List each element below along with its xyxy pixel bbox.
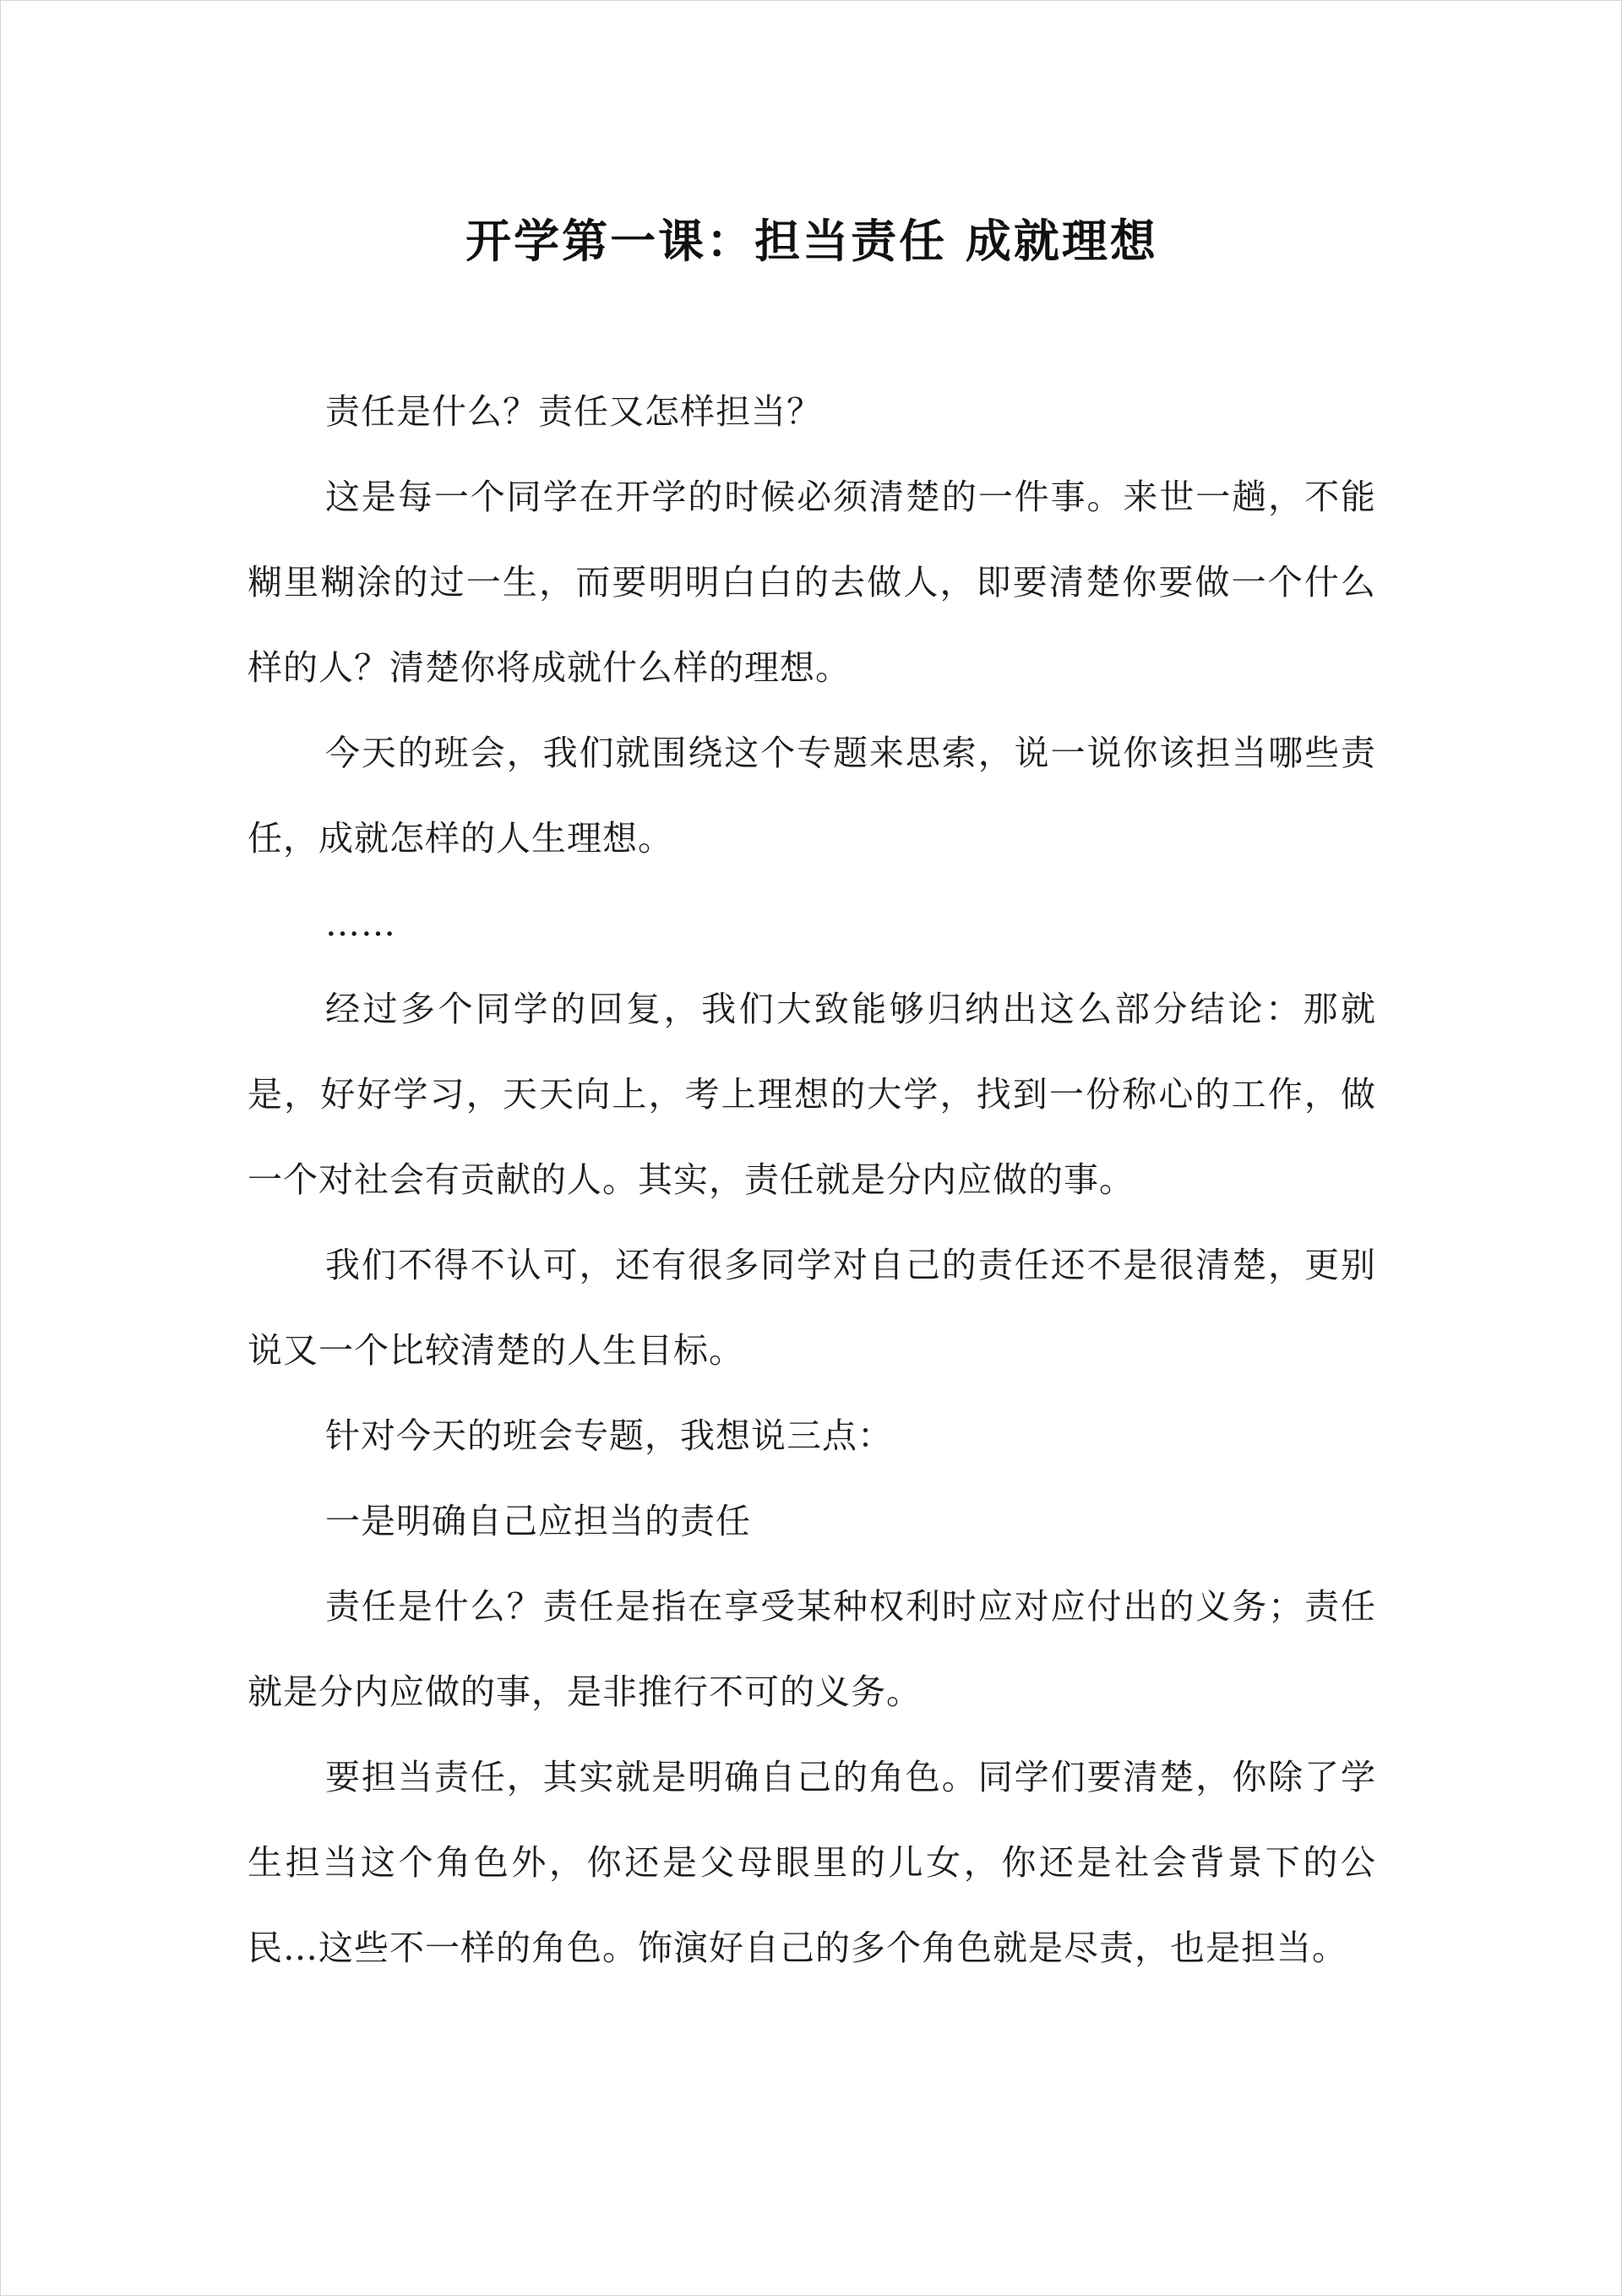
- paragraph-8-heading: 一是明确自己应担当的责任: [325, 1501, 751, 1541]
- paragraph-1: 责任是什么？责任又怎样担当？: [325, 391, 822, 432]
- paragraph-5: 经过多个同学的回复，我们大致能够归纳出这么部分结论：那就是，好好学习，天天向上，考上理想的大学，找到一份称心的工作，做一个对社会有贡献的人。其实，责任就是分内应做的事。: [248, 989, 1376, 1200]
- paragraph-6: 我们不得不认可，还有很多同学对自己的责任还不是很清楚，更别说又一个比较清楚的人生目标。: [248, 1245, 1376, 1371]
- paragraph-2: 这是每一个同学在开学的时候必须清楚的一件事。来世一趟，不能糊里糊涂的过一生，而要明明白白的去做人，即要清楚你要做一个什么样的人？清楚你将成就什么样的理想。: [248, 477, 1376, 688]
- paragraph-10: 要担当责任，其实就是明确自己的角色。同学们要清楚，你除了学生担当这个角色外，你还是父母眼里的儿女，你还是社会背景下的公民…这些不一样的角色。饰演好自己的多个角色就是尽责，也是担当。: [248, 1757, 1376, 1968]
- paragraph-4-ellipsis: ……: [325, 903, 396, 944]
- paragraph-3: 今天的班会，我们就围绕这个专题来思索，说一说你该担当哪些责任，成就怎样的人生理想。: [248, 733, 1376, 859]
- paragraph-9: 责任是什么？责任是指在享受某种权利时应对应付出的义务；责任就是分内应做的事，是非推行不可的义务。: [248, 1586, 1376, 1712]
- document-body: [248, 369, 1376, 1991]
- paragraph-7: 针对今天的班会专题，我想说三点：: [325, 1415, 893, 1456]
- document-title: 开学第一课：担当责任 成就理想: [465, 214, 1158, 268]
